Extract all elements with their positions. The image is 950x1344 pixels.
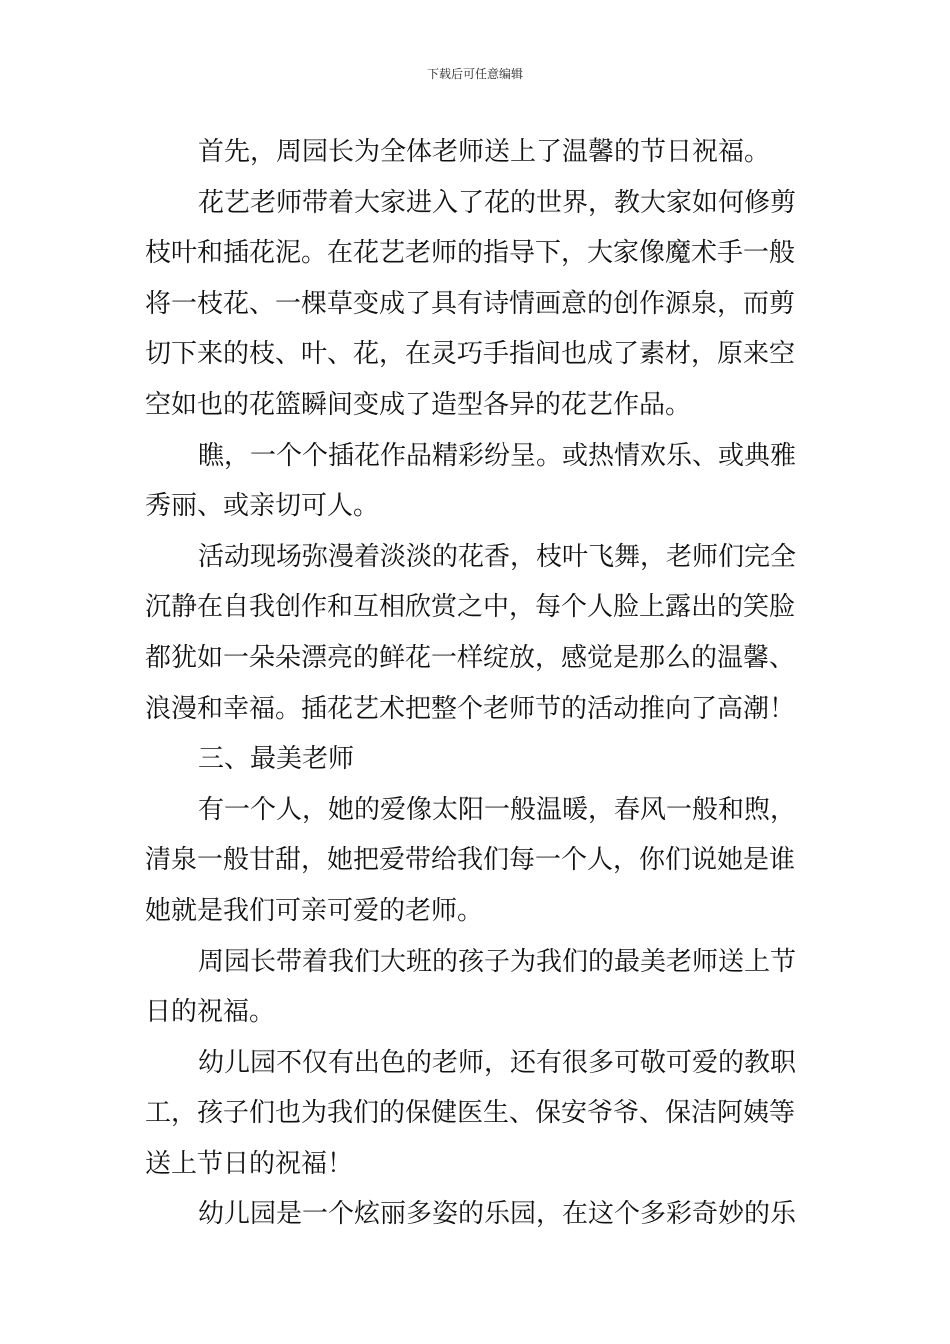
- text-line: 浪漫和幸福。插花艺术把整个老师节的活动推向了高潮！: [145, 693, 796, 724]
- page-header-note: 下载后可任意编辑: [426, 67, 523, 81]
- section-heading: 三、最美老师: [198, 744, 355, 775]
- text-line: 秀丽、或亲切可人。: [145, 491, 380, 522]
- text-line: 活动现场弥漫着淡淡的花香，枝叶飞舞，老师们完全: [198, 541, 797, 572]
- text-line: 清泉一般甘甜，她把爱带给我们每一个人，你们说她是谁: [145, 845, 796, 876]
- text-line: 花艺老师带着大家进入了花的世界，教大家如何修剪: [198, 187, 797, 218]
- text-line: 有一个人，她的爱像太阳一般温暖，春风一般和煦，: [198, 794, 797, 825]
- text-line: 幼儿园不仅有出色的老师，还有很多可敬可爱的教职: [198, 1047, 797, 1078]
- text-line: 日的祝福。: [145, 997, 276, 1028]
- text-line: 送上节日的祝福！: [145, 1148, 354, 1179]
- text-line: 空如也的花篮瞬间变成了造型各异的花艺作品。: [145, 389, 692, 420]
- text-line: 她就是我们可亲可爱的老师。: [145, 895, 484, 926]
- document-body: [145, 127, 810, 1240]
- text-line: 沉静在自我创作和互相欣赏之中，每个人脸上露出的笑脸: [145, 592, 796, 623]
- text-line: 切下来的枝、叶、花，在灵巧手指间也成了素材，原来空: [145, 339, 796, 370]
- text-line: 首先，周园长为全体老师送上了温馨的节日祝福。: [198, 137, 771, 167]
- text-line: 将一枝花、一棵草变成了具有诗情画意的创作源泉，而剪: [145, 288, 796, 319]
- text-line: 周园长带着我们大班的孩子为我们的最美老师送上节: [198, 946, 797, 977]
- text-line: 瞧，一个个插花作品精彩纷呈。或热情欢乐、或典雅: [198, 440, 797, 471]
- text-line: 都犹如一朵朵漂亮的鲜花一样绽放，感觉是那么的温馨、: [145, 642, 796, 673]
- text-line: 幼儿园是一个炫丽多姿的乐园，在这个多彩奇妙的乐: [198, 1199, 797, 1230]
- text-line: 枝叶和插花泥。在花艺老师的指导下，大家像魔术手一般: [145, 238, 796, 269]
- text-line: 工，孩子们也为我们的保健医生、保安爷爷、保洁阿姨等: [145, 1098, 796, 1129]
